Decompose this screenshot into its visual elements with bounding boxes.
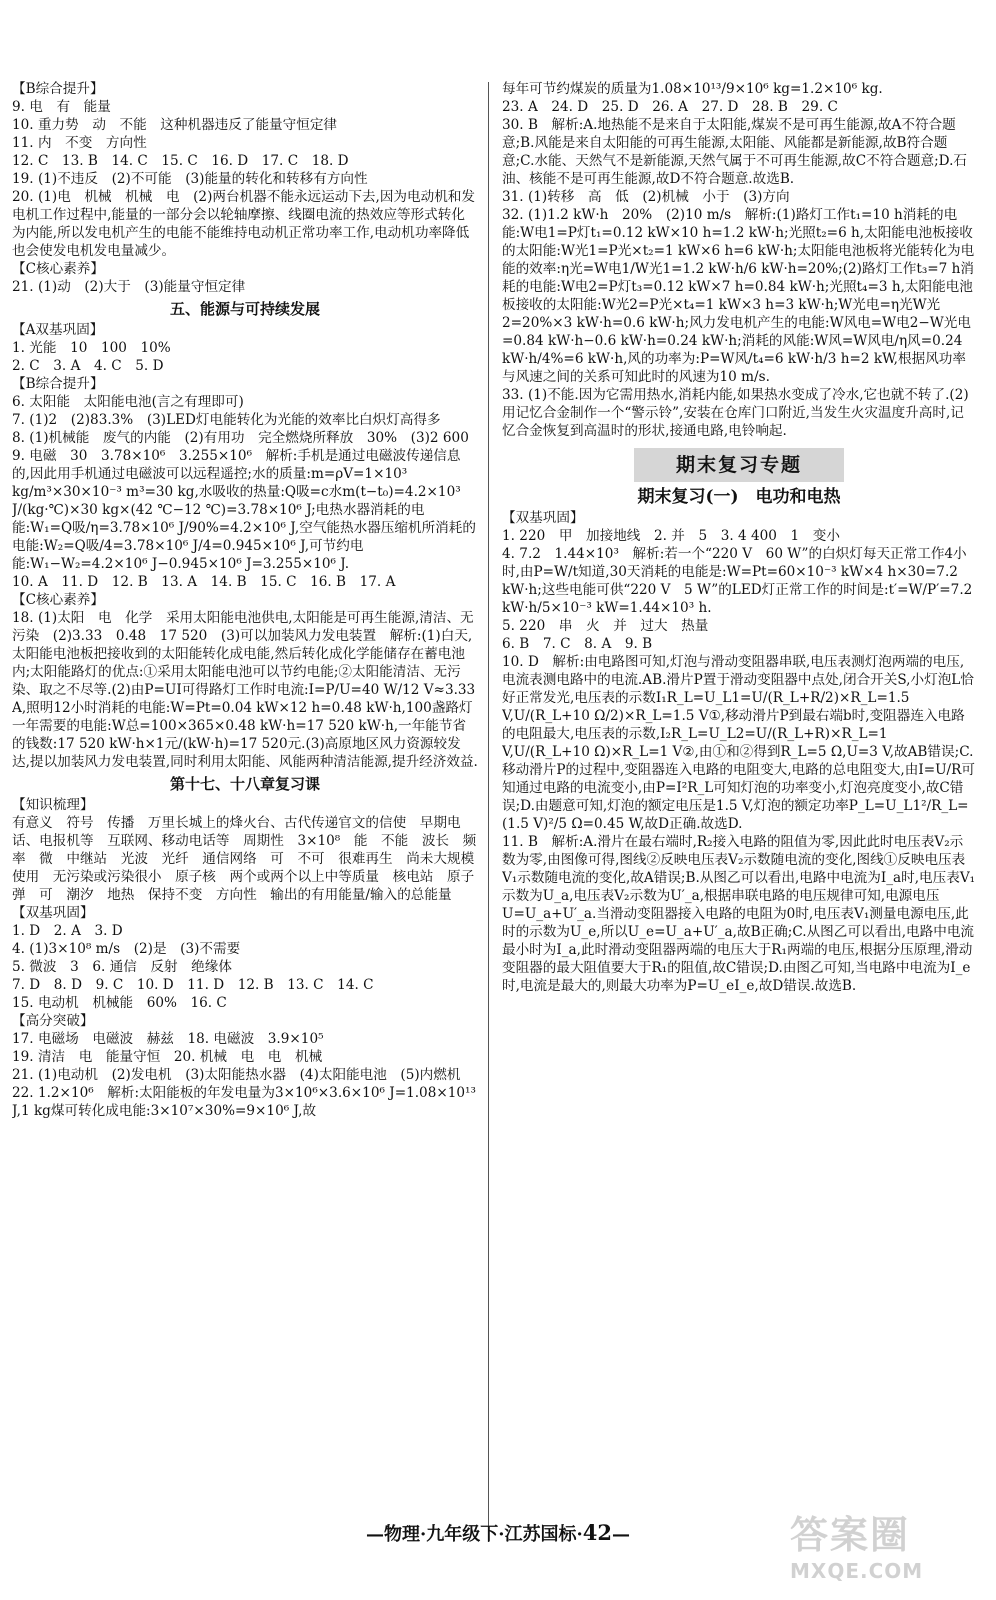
section-title: 期末复习(一) 电功和电热 <box>637 487 841 507</box>
column-divider <box>488 82 489 1542</box>
page-number: 42 <box>582 1520 613 1545</box>
text-line: 5. 220 串 火 并 过大 热量 <box>502 618 709 634</box>
text-line: 【双基巩固】 <box>12 905 94 921</box>
text-line: 15. 电动机 机械能 60% 16. C <box>12 995 227 1011</box>
watermark-logo <box>790 1504 960 1583</box>
text-line: 【A双基巩固】 <box>12 322 104 338</box>
text-line: 9. 电 有 能量 <box>12 99 111 115</box>
text-line: 8. (1)机械能 废气的内能 (2)有用功 完全燃烧所释放 30% (3)2 600 <box>12 430 469 446</box>
right-column <box>502 80 976 995</box>
chapter-banner: 期末复习专题 <box>634 448 844 482</box>
text-line: 【高分突破】 <box>12 1013 94 1029</box>
text-line: 32. (1)1.2 kW·h 20% (2)10 m/s 解析:(1)路灯工作t₁=10 h消耗的电能:W电1=P灯t₁=0.12 kW×10 h=1.2 kW·h;光照t₂=6 h,太阳能电池板接收的太阳能:W光1=P光×t₂=1 kW×6 h=6 kW·h;太阳能电池板将光能转化为电能的效率:η光=W电1/W光1=1.2 kW·h/6 kW·h=20%;(2)路灯工作t₃=7 h消耗的电能:W电2=P灯t₃=0.12 kW×7 h=0.84 kW·h;光照t₄=3 h,太阳能电池板接收的太阳能:W光2=P光×t₄=1 kW×3 h=3 kW·h;W光电=η光W光2=20%×3 kW·h=0.6 kW·h;风力发电机产生的电能:W风电=W电2−W光电=0.84 kW·h−0.6 kW·h=0.24 kW·h;消耗的风能:W风=W风电/η风=0.24 kW·h/4%=6 kW·h,风的功率为:P=W风/t₄=6 kW·h/3 h=2 kW,根据风功率与风速之间的关系可知此时的风速为10 m/s. <box>502 207 975 385</box>
text-line: 12. C 13. B 14. C 15. C 16. D 17. C 18. D <box>12 153 349 169</box>
text-line: 1. 光能 10 100 10% <box>12 340 171 356</box>
watermark-url: MXQE.COM <box>790 1559 924 1583</box>
text-line: 【B综合提升】 <box>12 376 104 392</box>
text-line: 21. (1)动 (2)大于 (3)能量守恒定律 <box>12 279 246 295</box>
watermark-brand: 答案圈 <box>790 1513 911 1557</box>
text-line: 4. 7.2 1.44×10³ 解析:若一个“220 V 60 W”的白炽灯每天正常工作4小时,由P=W/t知道,30天消耗的电能是:W=Pt=60×10⁻³ kW×4 h×30=7.2 kW·h;这些电能可供“220 V 5 W”的LED灯正常工作的时间是:t′=W/P′=7.2 kW·h/5×10⁻³ kW=1.44×10³ h. <box>502 546 973 616</box>
left-column <box>12 80 478 1120</box>
footer-text: —物理·九年级下·江苏国标· <box>365 1524 583 1545</box>
text-line: 18. (1)太阳 电 化学 采用太阳能电池供电,太阳能是可再生能源,清洁、无污染 (2)3.33 0.48 17 520 (3)可以加装风力发电装置 解析:(1)白天,太阳能电池板把接收到的太阳能转化成电能,然后转化成化学能储存在蓄电池内;太阳能路灯的优点:①采用太阳能电池可以节约电能;②太阳能清洁、无污染、取之不尽等.(2)由P=UI可得路灯工作时电流:I=P/U=40 W/12 V≈3.33 A,照明12小时消耗的电能:W=Pt=0.04 kW×12 h=0.48 kW·h,100盏路灯一年需要的电能:W总=100×365×0.48 kW·h=17 520 kW·h,一年能节省的钱数:17 520 kW·h×1元/(kW·h)=17 520元.(3)高原地区风力资源较发达,提以加装风力发电装置,同时利用太阳能、风能两种清洁能源,提升经济效益. <box>12 610 478 770</box>
text-line: 【C核心素养】 <box>12 261 104 277</box>
text-line: 10. 重力势 动 不能 这种机器违反了能量守恒定律 <box>12 117 338 133</box>
text-line: 31. (1)转移 高 低 (2)机械 小于 (3)方向 <box>502 189 790 205</box>
text-line: 1. 220 甲 加接地线 2. 并 5 3. 4 400 1 变小 <box>502 528 840 544</box>
text-line: 22. 1.2×10⁶ 解析:太阳能板的年发电量为3×10⁶×3.6×10⁶ J=1.08×10¹³ J,1 kg煤可转化成电能:3×10⁷×30%=9×10⁶ J,故 <box>12 1085 476 1119</box>
text-line: 【B综合提升】 <box>12 81 104 97</box>
text-line: 30. B 解析:A.地热能不是来自于太阳能,煤炭不是可再生能源,故A不符合题意;B.风能是来自太阳能的可再生能源,太阳能、风能都是新能源,故B符合题意;C.水能、天然气不是新能源,天然气属于不可再生能源,故C不符合题意;D.石油、核能不是可再生能源,故D不符合题意.故选B. <box>502 117 967 187</box>
text-line: 5. 微波 3 6. 通信 反射 绝缘体 <box>12 959 232 975</box>
text-line: 10. D 解析:由电路图可知,灯泡与滑动变阻器串联,电压表测灯泡两端的电压,电流表测电路中的电流.AB.滑片P置于滑动变阻器中点处,闭合开关S,小灯泡L恰好正常发光,电压表的示数I₁R_L=U_L1=U/(R_L+R/2)×R_L=1.5 V,U/(R_L+10 Ω/2)×R_L=1.5 V①,移动滑片P到最右端b时,变阻器连入电路的电阻最大,电压表的示数,I₂R_L=U_L2=U/(R_L+R)×R_L=1 V,U/(R_L+10 Ω)×R_L=1 V②,由①和②得到R_L=5 Ω,U=3 V,故AB错误;C.移动滑片P的过程中,变阻器连入电路的电阻变大,电路的总电阻变大,由I=U/R可知通过电路的电流变小,由P=I²R_L可知灯泡的功率变小,灯泡亮度变小,故C错误;D.由题意可知,灯泡的额定电压是1.5 V,灯泡的额定功率P_L=U_L1²/R_L=(1.5 V)²/5 Ω=0.45 W,故D正确.故选D. <box>502 654 975 832</box>
text-line: 每年可节约煤炭的质量为1.08×10¹³/9×10⁶ kg=1.2×10⁶ kg. <box>502 81 883 97</box>
text-line: 33. (1)不能.因为它需用热水,消耗内能,如果热水变成了冷水,它也就不转了.(2)用记忆合金制作一个“警示铃”,安装在仓库门口附近,当发生火灾温度升高时,记忆合金恢复到高温时的形状,接通电路,电铃响起. <box>502 387 969 439</box>
text-line: 20. (1)电 机械 机械 电 (2)两台机器不能永远运动下去,因为电动机和发电机工作过程中,能量的一部分会以轮轴摩擦、线圈电流的热效应等形式转化为内能,所以发电机产生的电能不能维持电动机正常功率工作,电动机功率降低也会使发电机发电量减少。 <box>12 189 475 259</box>
text-line: 1. D 2. A 3. D <box>12 923 123 939</box>
text-line: 【双基巩固】 <box>502 510 584 526</box>
text-line: 21. (1)电动机 (2)发电机 (3)太阳能热水器 (4)太阳能电池 (5)内燃机 <box>12 1067 461 1083</box>
text-line: 【C核心素养】 <box>12 592 104 608</box>
section-title: 第十七、十八章复习课 <box>169 775 320 793</box>
section-title: 五、能源与可持续发展 <box>169 300 320 318</box>
text-line: 有意义 符号 传播 万里长城上的烽火台、古代传递官文的信使 早期电话、电报机等 互联网、移动电话等 周期性 3×10⁸ 能 不能 波长 频率 微 中继站 光波 光纤 通信网络 可 不可 很难再生 尚未大规模使用 无污染或污染很小 原子核 两个或两个以上中等质量 核电站 原子弹 可 潮汐 地热 保持不变 方向性 输出的有用能量/输入的总能量 <box>12 815 477 903</box>
text-line: 7. (1)2 (2)83.3% (3)LED灯电能转化为光能的效率比白炽灯高得多 <box>12 412 441 428</box>
text-line: 19. 清洁 电 能量守恒 20. 机械 电 电 机械 <box>12 1049 323 1065</box>
text-line: 23. A 24. D 25. D 26. A 27. D 28. B 29. C <box>502 99 838 115</box>
text-line: 6. 太阳能 太阳能电池(言之有理即可) <box>12 394 244 410</box>
text-line: 9. 电磁 30 3.78×10⁶ 3.255×10⁶ 解析:手机是通过电磁波传递信息的,因此用手机通过电磁波可以远程遥控;水的质量:m=ρV=1×10³ kg/m³×30×10⁻³ m³=30 kg,水吸收的热量:Q吸=c水m(t−t₀)=4.2×10³ J/(kg·℃)×30 kg×(42 ℃−12 ℃)=3.78×10⁶ J;电热水器消耗的电能:W₁=Q吸/η=3.78×10⁶ J/90%=4.2×10⁶ J,空气能热水器压缩机所消耗的电能:W₂=Q吸/4=3.78×10⁶ J/4=0.945×10⁶ J,可节约电能:W₁−W₂=4.2×10⁶ J−0.945×10⁶ J=3.255×10⁶ J. <box>12 448 476 572</box>
text-line: 6. B 7. C 8. A 9. B <box>502 636 653 652</box>
text-line: 2. C 3. A 4. C 5. D <box>12 358 164 374</box>
text-line: 11. 内 不变 方向性 <box>12 135 147 151</box>
text-line: 11. B 解析:A.滑片在最右端时,R₂接入电路的阻值为零,因此此时电压表V₂示数为零,由图像可得,图线②反映电压表V₂示数随电流的变化,图线①反映电压表V₁示数随电流的变化,故A错误;B.从图乙可以看出,电路中电流为I_a时,电压表V₁示数为U_a,电压表V₂示数为U′_a,根据串联电路的电压规律可知,电源电压U=U_a+U′_a.当滑动变阻器接入电路的电阻为0时,电压表V₁测量电源电压,此时的示数为U_e,所以U_e=U_a+U′_a,故B正确;C.从图乙可以看出,电路中电流最小时为I_a,此时滑动变阻器两端的电压大于R₁两端的电压,根据分压原理,滑动变阻器的最大阻值要大于R₁的阻值,故C错误;D.由图乙可知,当电路中电流为I_e时,电流是最大的,则最大功率为P=U_eI_e,故D错误.故选B. <box>502 834 976 994</box>
text-line: 7. D 8. D 9. C 10. D 11. D 12. B 13. C 14. C <box>12 977 374 993</box>
text-line: 10. A 11. D 12. B 13. A 14. B 15. C 16. B 17. A <box>12 574 396 590</box>
text-line: 【知识梳理】 <box>12 797 94 813</box>
footer-tail: — <box>612 1524 631 1545</box>
text-line: 4. (1)3×10⁸ m/s (2)是 (3)不需要 <box>12 941 241 957</box>
text-line: 19. (1)不违反 (2)不可能 (3)能量的转化和转移有方向性 <box>12 171 368 187</box>
text-line: 17. 电磁场 电磁波 赫兹 18. 电磁波 3.9×10⁵ <box>12 1031 324 1047</box>
